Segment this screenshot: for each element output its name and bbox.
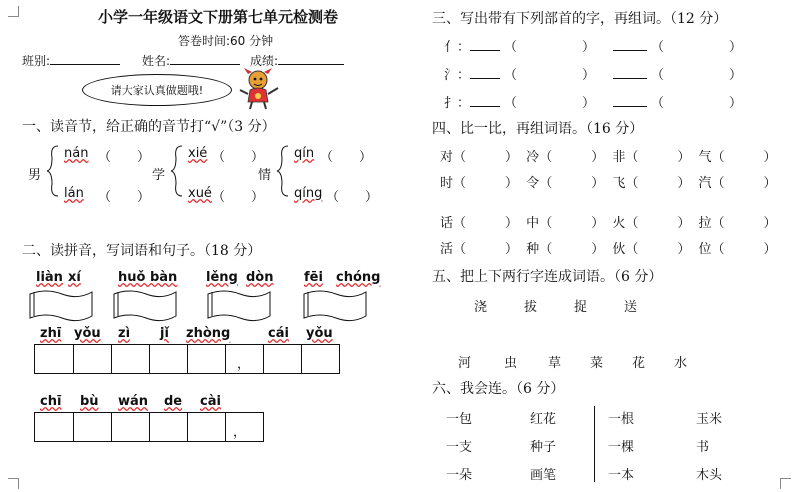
s3-radical-3: 扌： [444,96,471,111]
corner-mark-bottom-right [780,478,791,489]
corner-mark-bottom-left [8,478,19,489]
class-label: 班别: [22,54,51,68]
s5-top-2[interactable]: 拔 [524,300,538,315]
section-6-heading: 六、我会连。（6 分） [432,381,565,397]
score-label: 成绩: [250,54,279,68]
s6-lb-3[interactable]: 画笔 [530,468,557,483]
s5-bottom-1[interactable]: 河 [458,356,472,371]
bubble-text: 请大家认真做题哦! [110,84,204,97]
section-4-heading: 四、比一比，再组词语。（16 分） [432,121,644,137]
s5-top-4[interactable]: 送 [624,300,638,315]
s2-r1-py-7: chóng [336,270,381,285]
exam-time: 答卷时间:60 分钟 [178,34,274,48]
s3-radical-1: 亻： [444,40,471,55]
s2-r3-py-2: bù [80,394,99,409]
s1-brace-3 [276,144,290,198]
s6-rb-2[interactable]: 书 [696,440,710,455]
s2-r1-py-6: fēi [304,270,323,285]
section-3-heading: 三、写出带有下列部首的字，再组词。（12 分） [432,11,728,27]
s2-r3-py-4: de [164,394,183,409]
s3-blank-2b[interactable] [613,66,647,79]
s1-bottom-3: qíng [294,186,323,201]
s3-blank-2a[interactable] [470,66,500,79]
grid-2-comma: ， [233,425,247,440]
s6-la-2[interactable]: 一支 [446,440,473,455]
s5-top-1[interactable]: 浇 [474,300,488,315]
corner-mark-top-left [8,6,19,17]
s1-brace-1 [46,144,60,198]
s5-bottom-6[interactable]: 水 [674,356,688,371]
s3-paren-1b[interactable]: （ ） [651,40,743,55]
s1-char-2: 学 [152,168,166,183]
s1-char-3: 情 [258,168,272,183]
name-label: 姓名: [142,54,171,68]
s1-top-1: nán [64,146,89,161]
s3-row-3 [444,92,742,111]
grid-1-comma: ， [237,357,251,372]
s1-top-paren-2[interactable]: （ ） [212,150,265,165]
s6-la-3[interactable]: 一朵 [446,468,473,483]
s1-bottom-paren-1[interactable]: （ ） [98,190,151,205]
s1-top-paren-3[interactable]: （ ） [320,150,373,165]
s6-la-1[interactable]: 一包 [446,412,473,427]
s3-row-1 [444,36,742,55]
s3-radical-2: 氵： [444,68,471,83]
s3-blank-1b[interactable] [613,38,647,51]
answer-scroll-4[interactable] [302,288,368,324]
s1-char-1: 男 [28,168,42,183]
s2-r2-py-3: zì [118,326,131,341]
s2-r1-py-1: liàn [36,270,63,285]
answer-scroll-1[interactable] [28,288,94,324]
speech-bubble [82,74,232,106]
s5-bottom-5[interactable]: 花 [632,356,646,371]
s4-row-2: 时（ ） 令（ ） 飞（ ） 汽（ ） [440,176,777,191]
s6-divider [594,406,595,482]
s3-blank-3a[interactable] [470,94,500,107]
s2-r1-py-3: huǒ bàn [118,270,178,285]
s2-r1-py-4: lěng [206,270,238,285]
s2-r3-py-3: wán [118,394,149,409]
s1-top-paren-1[interactable]: （ ） [98,150,151,165]
s5-bottom-4[interactable]: 菜 [590,356,604,371]
s1-bottom-paren-2[interactable]: （ ） [212,190,265,205]
s2-r3-py-5: cài [200,394,221,409]
writing-grid-1[interactable] [34,344,340,374]
s3-paren-2b[interactable]: （ ） [651,68,743,83]
s3-paren-2a[interactable]: （ ） [504,68,596,83]
s6-rb-3[interactable]: 木头 [696,468,723,483]
s1-bottom-paren-3[interactable]: （ ） [326,190,379,205]
s3-blank-3b[interactable] [613,94,647,107]
s1-top-2: xié [188,146,208,161]
s4-row-3: 话（ ） 中（ ） 火（ ） 拉（ ） [440,216,777,231]
s3-paren-3a[interactable]: （ ） [504,96,596,111]
s6-rb-1[interactable]: 玉米 [696,412,723,427]
section-1-heading: 一、读音节，给正确的音节打“√”（3 分） [22,119,276,135]
s3-paren-3b[interactable]: （ ） [651,96,743,111]
s6-ra-3[interactable]: 一本 [608,468,635,483]
s2-r2-py-1: zhī [40,326,62,341]
score-field[interactable] [250,52,344,69]
s3-paren-1a[interactable]: （ ） [504,40,596,55]
s4-row-4: 活（ ） 种（ ） 伙（ ） 位（ ） [440,242,777,257]
s3-row-2 [444,64,742,83]
s5-top-3[interactable]: 捉 [574,300,588,315]
page-title: 小学一年级语文下册第七单元检测卷 [98,8,339,26]
name-field[interactable] [142,52,240,69]
writing-grid-2[interactable] [34,412,264,442]
s2-r2-py-5: zhòng [186,326,231,341]
s5-bottom-2[interactable]: 虫 [504,356,518,371]
s3-blank-1a[interactable] [470,38,500,51]
class-field[interactable] [22,52,120,69]
s2-r2-py-4: jǐ [160,326,169,341]
answer-scroll-3[interactable] [206,288,272,324]
s6-lb-1[interactable]: 红花 [530,412,557,427]
s6-ra-2[interactable]: 一棵 [608,440,635,455]
s2-r2-py-7: yǒu [306,326,333,341]
s2-r2-py-2: yǒu [74,326,101,341]
s6-ra-1[interactable]: 一根 [608,412,635,427]
section-5-heading: 五、把上下两行字连成词语。（6 分） [432,269,663,285]
s4-row-1: 对（ ） 冷（ ） 非（ ） 气（ ） [440,150,777,165]
answer-scroll-2[interactable] [112,288,178,324]
s5-bottom-3[interactable]: 草 [548,356,562,371]
s1-bottom-1: lán [64,186,84,201]
section-2-heading: 二、读拼音，写词语和句子。（18 分） [22,243,262,259]
s6-lb-2[interactable]: 种子 [530,440,557,455]
s2-r3-py-1: chī [40,394,62,409]
s2-r2-py-6: cái [268,326,289,341]
s1-top-3: qín [294,146,315,161]
s2-r1-py-5: dòn [246,270,274,285]
s1-brace-2 [170,144,184,198]
mascot-illustration [236,68,282,110]
s2-r1-py-2: xí [68,270,81,285]
s1-bottom-2: xué [188,186,212,201]
